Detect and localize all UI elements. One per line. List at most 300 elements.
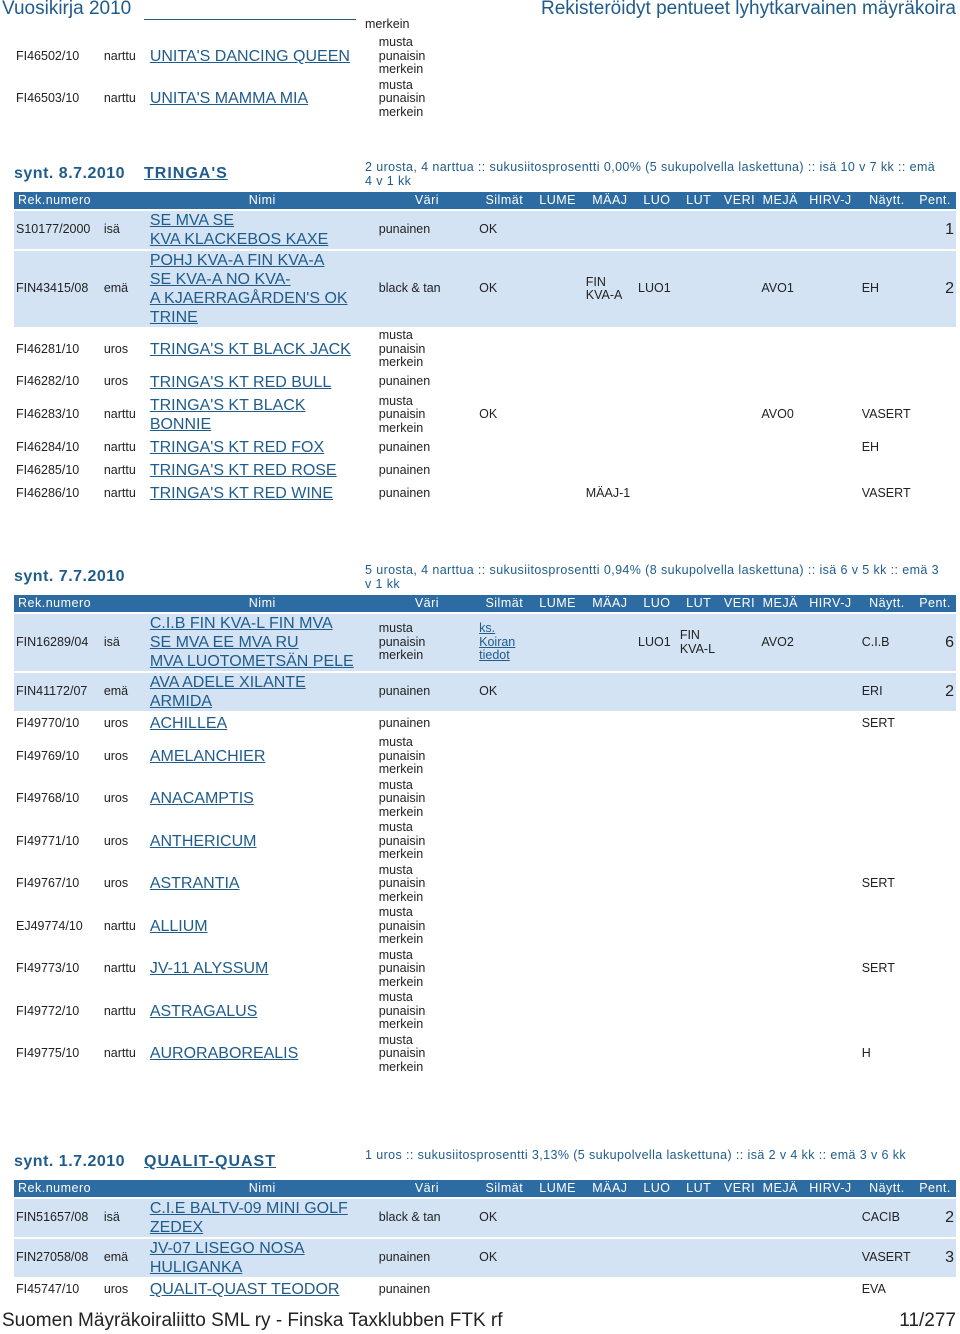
litter-summary: 2 urosta, 4 narttua :: sukusiitosprosentti 0,00% (5 sukupolvella laskettuna) :: isä 10 v 7 kk :: emä 4 v 1 kk (365, 160, 936, 188)
table-header (14, 1180, 956, 1197)
dog-name-link[interactable]: C.I.B FIN KVA-L FIN MVA SE MVA EE MVA RU MVA LUOTOMETSÄN PELE (148, 614, 377, 671)
sex: isä (102, 1199, 148, 1237)
pup-row (14, 906, 956, 947)
show-result: EH (861, 439, 880, 454)
column-header: Rek.numero (14, 595, 148, 612)
dog-name-link[interactable]: UNITA'S DANCING QUEEN (149, 47, 350, 65)
show-result (860, 211, 914, 249)
lut (678, 1034, 720, 1075)
color: musta punaisin merkein (378, 947, 426, 989)
litter-table-3 (14, 1178, 956, 1302)
luo (636, 329, 678, 370)
veri (720, 949, 760, 990)
veri (720, 821, 760, 862)
veri (720, 372, 760, 393)
dog-name-link[interactable]: AURORABOREALIS (149, 1045, 299, 1063)
veri (720, 713, 760, 734)
sex: narttu (103, 462, 136, 477)
lut (678, 395, 720, 436)
lut (678, 36, 720, 77)
column-header: MEJÄ (759, 595, 801, 612)
color: musta punaisin merkein (378, 1032, 426, 1074)
veri (720, 1239, 760, 1277)
parent-row (14, 251, 956, 327)
show-result (860, 821, 914, 862)
dog-name-link[interactable]: ACHILLEA (149, 715, 228, 732)
sex: narttu (103, 91, 136, 105)
show-result: EVA (861, 1281, 886, 1296)
kennel-name[interactable]: TRINGA'S (144, 165, 228, 182)
litter-count: 6 (914, 614, 956, 671)
litter-date: synt. 1.7.2010 (14, 1153, 126, 1170)
luo (636, 211, 678, 249)
eyes (477, 991, 531, 1032)
lut (678, 251, 720, 327)
dog-name-link[interactable]: UNITA'S MAMMA MIA (149, 90, 309, 108)
color: black & tan (377, 1199, 477, 1237)
eyes (477, 713, 531, 734)
litter-count: 3 (914, 1239, 956, 1277)
sex: uros (103, 791, 129, 805)
meja: AVO2 (759, 614, 801, 671)
veri (720, 395, 760, 436)
litter-count: 2 (914, 251, 956, 327)
dog-name-link[interactable]: QUALIT-QUAST TEODOR (149, 1281, 340, 1298)
show-result (860, 906, 914, 947)
hirv-j (801, 437, 860, 458)
veri (720, 779, 760, 820)
lume (531, 329, 583, 370)
page-header (0, 0, 960, 20)
dog-name-link[interactable]: ANACAMPTIS (149, 790, 254, 808)
veri (720, 460, 760, 481)
column-header: LUT (678, 192, 720, 209)
eyes: OK (477, 1199, 531, 1237)
dog-name-link[interactable]: TRINGA'S KT RED FOX (149, 439, 325, 456)
veri (720, 483, 760, 504)
dog-name-link[interactable]: AVA ADELE XILANTE ARMIDA (148, 673, 377, 711)
dog-name-link[interactable]: POHJ KVA-A FIN KVA-A SE KVA-A NO KVA- A KJAERRAGÅRDEN'S OK TRINE (148, 251, 377, 327)
sex: narttu (103, 407, 136, 421)
luo (636, 991, 678, 1032)
veri (720, 906, 760, 947)
sex: narttu (103, 485, 136, 500)
maaj (584, 79, 636, 120)
lume (531, 779, 583, 820)
hirv-j (801, 1279, 860, 1300)
color: punainen (378, 715, 431, 730)
litter-summary: 1 uros :: sukusiitosprosentti 3,13% (5 sukupolvella laskettuna) :: isä 2 v 4 kk :: emä 3 v 6 kk (365, 1148, 907, 1162)
lut (678, 906, 720, 947)
veri (720, 211, 760, 249)
maaj: MÄAJ-1 (585, 485, 631, 500)
lume (531, 614, 583, 671)
registration-number: FI46282/10 (16, 374, 80, 389)
registration-number: FI46284/10 (16, 439, 80, 454)
lume (531, 736, 583, 777)
eyes (477, 1034, 531, 1075)
registration-number: FI49770/10 (16, 715, 80, 730)
hirv-j (801, 1034, 860, 1075)
maaj (584, 614, 636, 671)
maaj (584, 949, 636, 990)
luo (636, 1034, 678, 1075)
sex: isä (102, 211, 148, 249)
lut (678, 79, 720, 120)
dog-name-link[interactable]: TRINGA'S KT RED ROSE (149, 462, 337, 479)
registration-number: FI49768/10 (16, 791, 80, 805)
column-header: LUT (678, 1180, 720, 1197)
eyes (477, 949, 531, 990)
luo (636, 1199, 678, 1237)
litter-count: 2 (914, 673, 956, 711)
show-result (860, 329, 914, 370)
parent-row (14, 673, 956, 711)
column-header: Pent. (914, 595, 956, 612)
eyes: OK (479, 407, 498, 421)
litter-table-1 (14, 190, 956, 506)
luo (636, 821, 678, 862)
dog-name-link[interactable]: ALLIUM (149, 917, 208, 935)
hirv-j (801, 483, 860, 504)
litter-table-2 (14, 593, 956, 1076)
lume (531, 1239, 583, 1277)
maaj (584, 864, 636, 905)
eyes (477, 437, 531, 458)
show-result (860, 779, 914, 820)
eyes (477, 36, 531, 77)
litter-count (914, 821, 956, 862)
meja (759, 460, 801, 481)
meja (759, 1279, 801, 1300)
luo (636, 79, 678, 120)
pup-row (14, 991, 956, 1032)
kennel-name[interactable]: QUALIT-QUAST (144, 1153, 276, 1170)
eyes: OK (477, 673, 531, 711)
maaj (584, 372, 636, 393)
show-result: SERT (861, 876, 895, 890)
veri (720, 864, 760, 905)
veri (720, 329, 760, 370)
veri (720, 614, 760, 671)
dog-name-link[interactable]: ASTRAGALUS (149, 1002, 258, 1020)
litter-count (914, 906, 956, 947)
lut (678, 673, 720, 711)
lume (531, 1034, 583, 1075)
meja (759, 991, 801, 1032)
maaj: FIN KVA-A (584, 251, 636, 327)
registration-number: FI46286/10 (16, 485, 80, 500)
hirv-j (801, 614, 860, 671)
pup-row (14, 372, 956, 393)
litter-count (914, 372, 956, 393)
color: musta punaisin merkein (377, 614, 477, 671)
meja (759, 906, 801, 947)
dog-name-link[interactable]: TRINGA'S KT BLACK JACK (149, 340, 351, 358)
lut (678, 437, 720, 458)
luo (636, 483, 678, 504)
lut (678, 991, 720, 1032)
lut (678, 821, 720, 862)
hirv-j (801, 713, 860, 734)
hirv-j (801, 991, 860, 1032)
registration-number: FIN16289/04 (14, 614, 102, 671)
dog-name-link[interactable]: TRINGA'S KT RED WINE (149, 485, 334, 502)
litter-count: 1 (914, 211, 956, 249)
maaj (584, 713, 636, 734)
litter-count (914, 949, 956, 990)
dog-name-link[interactable]: TRINGA'S KT BLACK BONNIE (149, 396, 306, 433)
registration-number: FI49773/10 (16, 961, 80, 975)
eyes: OK (477, 211, 531, 249)
column-header: Näytt. (860, 595, 914, 612)
pup-row (14, 1034, 956, 1075)
lut (678, 779, 720, 820)
show-result (860, 736, 914, 777)
lume (531, 437, 583, 458)
publisher: Suomen Mäyräkoiraliitto SML ry - Finska Taxklubben FTK rf (2, 1310, 503, 1331)
column-header: Nimi (148, 595, 377, 612)
column-header: LUO (636, 595, 678, 612)
column-header: Väri (377, 595, 477, 612)
lume (531, 211, 583, 249)
eyes (477, 864, 531, 905)
column-header: Näytt. (860, 1180, 914, 1197)
dog-name-link[interactable]: JV-07 LISEGO NOSA HULIGANKA (148, 1239, 377, 1277)
veri (720, 251, 760, 327)
dog-name-link[interactable]: AMELANCHIER (149, 747, 266, 765)
luo (636, 713, 678, 734)
color: punainen (377, 211, 477, 249)
lut (678, 460, 720, 481)
color: musta punaisin merkein (378, 777, 426, 819)
sex: uros (103, 833, 129, 848)
lume (531, 864, 583, 905)
veri (720, 1034, 760, 1075)
color: punainen (378, 439, 431, 454)
lut (678, 211, 720, 249)
show-result: VASERT (861, 407, 911, 421)
veri (720, 991, 760, 1032)
sex: uros (103, 715, 129, 730)
color: punainen (378, 374, 431, 389)
luo (636, 437, 678, 458)
dog-name-link[interactable]: ASTRANTIA (149, 875, 240, 893)
maaj (584, 821, 636, 862)
registration-number: FIN51657/08 (14, 1199, 102, 1237)
pup-row (14, 329, 956, 370)
page-footer (0, 1310, 960, 1334)
color: musta punaisin merkein (378, 35, 426, 76)
lume (531, 251, 583, 327)
hirv-j (801, 1199, 860, 1237)
column-header: VERI (720, 1180, 760, 1197)
meja (759, 864, 801, 905)
color: musta punaisin merkein (378, 990, 426, 1031)
maaj (584, 736, 636, 777)
eyes (477, 779, 531, 820)
dog-name-link[interactable]: ANTHERICUM (149, 832, 257, 850)
color: musta punaisin merkein (378, 905, 426, 946)
maaj (584, 395, 636, 436)
meja (759, 713, 801, 734)
hirv-j (801, 864, 860, 905)
maaj (584, 906, 636, 947)
registration-number: FI46285/10 (16, 462, 80, 477)
litter-date: synt. 8.7.2010 (14, 165, 126, 182)
lut (678, 1239, 720, 1277)
column-header: Silmät (477, 595, 531, 612)
dog-name-link[interactable]: JV-11 ALYSSUM (149, 960, 269, 978)
litter-summary: 5 urosta, 4 narttua :: sukusiitosprosentti 0,94% (8 sukupolvella laskettuna) :: isä 6 v 5 kk :: emä 3 v 1 kk (365, 563, 940, 591)
column-header: LUO (636, 192, 678, 209)
column-header: LUME (531, 192, 583, 209)
eyes (477, 906, 531, 947)
litter-count (914, 736, 956, 777)
color: punainen (377, 673, 477, 711)
meja (759, 821, 801, 862)
hirv-j (801, 1239, 860, 1277)
hirv-j (801, 329, 860, 370)
column-header: MEJÄ (759, 1180, 801, 1197)
lume (531, 372, 583, 393)
column-header: HIRV-J (801, 1180, 860, 1197)
eyes (477, 821, 531, 862)
eyes (477, 372, 531, 393)
meja (759, 949, 801, 990)
column-header: MÄAJ (584, 1180, 636, 1197)
color: punainen (378, 485, 431, 500)
pup-row (14, 821, 956, 862)
meja (759, 36, 801, 77)
litter-count (914, 483, 956, 504)
pup-row (14, 437, 956, 458)
dog-name-link[interactable]: SE MVA SE KVA KLACKEBOS KAXE (148, 211, 377, 249)
hirv-j (801, 79, 860, 120)
maaj (584, 991, 636, 1032)
parent-row (14, 1239, 956, 1277)
eyes (477, 1279, 531, 1300)
meja (759, 437, 801, 458)
sex: emä (102, 1239, 148, 1277)
luo: LUO1 (636, 614, 678, 671)
lut: FIN KVA-L (678, 614, 720, 671)
show-result: CACIB (860, 1199, 914, 1237)
lume (531, 395, 583, 436)
registration-number: FIN41172/07 (14, 673, 102, 711)
sex: narttu (103, 439, 136, 454)
parent-row (14, 614, 956, 671)
column-header: MÄAJ (584, 192, 636, 209)
registration-number: FI49772/10 (16, 1003, 80, 1018)
litter-count (914, 437, 956, 458)
lume (531, 673, 583, 711)
color: musta punaisin merkein (378, 862, 426, 904)
registration-number: FI49767/10 (16, 876, 80, 890)
meja: AVO1 (759, 251, 801, 327)
sex: uros (103, 876, 129, 890)
lut (678, 736, 720, 777)
show-result: SERT (861, 961, 895, 975)
luo (636, 673, 678, 711)
litter-count (914, 395, 956, 436)
color: punainen (378, 1281, 431, 1296)
meja (759, 79, 801, 120)
show-result: C.I.B (860, 614, 914, 671)
maaj (584, 460, 636, 481)
column-header: VERI (720, 595, 760, 612)
hirv-j (801, 211, 860, 249)
show-result (860, 36, 914, 77)
meja (759, 736, 801, 777)
registration-number: S10177/2000 (14, 211, 102, 249)
veri (720, 736, 760, 777)
veri (720, 79, 760, 120)
column-header: LUME (531, 1180, 583, 1197)
meja (759, 1199, 801, 1237)
column-header: VERI (720, 192, 760, 209)
litter-date: synt. 7.7.2010 (14, 568, 126, 585)
pup-row (14, 713, 956, 734)
sex: isä (102, 614, 148, 671)
eyes (477, 460, 531, 481)
top-continuation (14, 34, 956, 121)
registration-number: FI46502/10 (16, 48, 80, 63)
meja (759, 1239, 801, 1277)
column-header: Pent. (914, 1180, 956, 1197)
sex: uros (103, 748, 129, 763)
dog-name-link[interactable]: C.I.E BALTV-09 MINI GOLF ZEDEX (148, 1199, 377, 1237)
hirv-j (801, 779, 860, 820)
hirv-j (801, 906, 860, 947)
column-header: Väri (377, 1180, 477, 1197)
color: musta punaisin merkein (378, 393, 426, 435)
yearbook-title: Vuosikirja 2010 (2, 0, 132, 19)
pup-row (14, 1279, 956, 1300)
lume (531, 36, 583, 77)
parent-row (14, 211, 956, 249)
eyes (477, 483, 531, 504)
hirv-j (801, 372, 860, 393)
luo (636, 395, 678, 436)
show-result (860, 460, 914, 481)
pup-row (14, 395, 956, 436)
pup-row (14, 79, 956, 120)
litter-count (914, 991, 956, 1032)
show-result (860, 991, 914, 1032)
eyes (477, 329, 531, 370)
hirv-j (801, 736, 860, 777)
column-header: Nimi (148, 192, 377, 209)
registration-number: EJ49774/10 (16, 918, 83, 933)
lut (678, 329, 720, 370)
column-header: Silmät (477, 1180, 531, 1197)
partial-color: merkein (365, 17, 410, 31)
litter-count (914, 79, 956, 120)
hirv-j (801, 460, 860, 481)
litter-count (914, 460, 956, 481)
dog-info-link[interactable]: ks. Koiran tiedot (479, 621, 516, 663)
lume (531, 460, 583, 481)
dog-name-link[interactable]: TRINGA'S KT RED BULL (149, 373, 332, 391)
maaj (584, 36, 636, 77)
column-header: Väri (377, 192, 477, 209)
litter-count: 2 (914, 1199, 956, 1237)
sex: emä (102, 673, 148, 711)
luo (636, 949, 678, 990)
meja (759, 372, 801, 393)
lume (531, 713, 583, 734)
